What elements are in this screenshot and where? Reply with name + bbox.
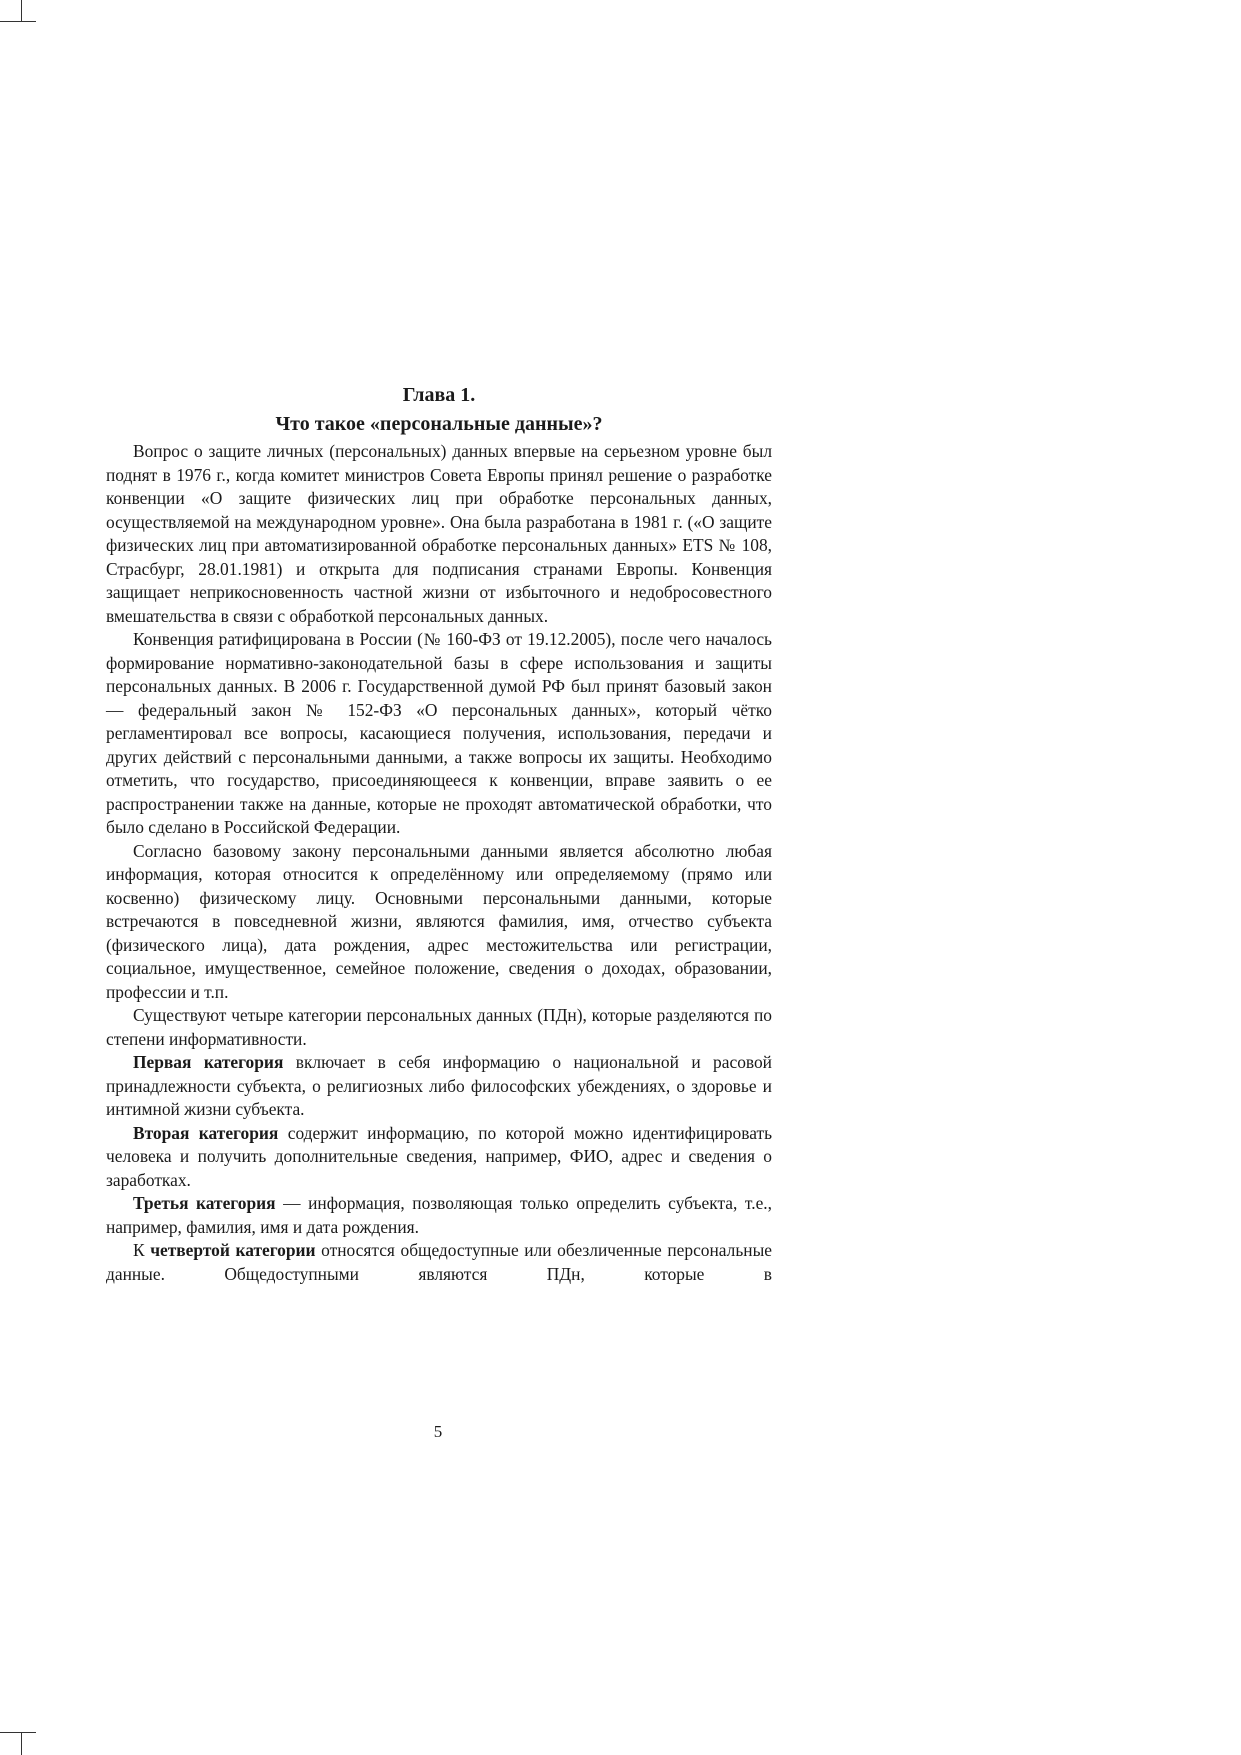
paragraph-category-4: [106, 1239, 772, 1286]
paragraph-text: содержит информацию, по которой можно идентифицировать человека и получить дополнительные сведения, например, ФИО, адрес и сведения о заработках.: [106, 1122, 772, 1190]
paragraph-1: [106, 440, 772, 628]
paragraph-text: относятся общедоступные или обезличенные персональные данные. Общедоступными являются ПДн, которые в: [106, 1240, 772, 1284]
chapter-number: Глава 1.: [402, 384, 476, 406]
crop-mark-bottom-vertical: [21, 1732, 22, 1755]
page-number: 5: [433, 1422, 443, 1441]
paragraph-text: Конвенция ратифицирована в России (№ 160-ФЗ от 19.12.2005), после чего началось формирование нормативно-законодательной базы в сфере использования и защиты персональных данных. В 2006 г. Государственной думой РФ был принят базовый закон — федеральный закон № 152-ФЗ «О персональных данных», который чётко регламентировал все вопросы, касающиеся получения, использования, передачи и других действий с персональными данными, а также вопросы их защиты. Необходимо отметить, что государство, присоединяющееся к конвенции, вправе заявить о ее распространении также на данные, которые не проходят автоматической обработки, что было сделано в Российской Федерации.: [106, 629, 772, 837]
paragraph-category-1: [106, 1051, 772, 1122]
crop-mark-bottom-horizontal: [0, 1732, 36, 1733]
category-term: четвертой категории: [150, 1240, 316, 1260]
page-text-block: [106, 381, 772, 1286]
paragraph-text: Согласно базовому закону персональными данными является абсолютно любая информация, которая относится к определённому или определяемому (прямо или косвенно) физическому лицу. Основными персональными данными, которые встречаются в повседневной жизни, являются фамилия, имя, отчество субъекта (физического лица), дата рождения, адрес местожительства или регистрации, социальное, имущественное, семейное положение, сведения о доходах, образовании, профессии и т.п.: [106, 840, 772, 1002]
paragraph-4: [106, 1004, 772, 1051]
paragraph-2: [106, 628, 772, 840]
paragraph-3: [106, 840, 772, 1005]
chapter-heading: [106, 381, 772, 439]
category-term: Третья категория: [133, 1193, 276, 1213]
chapter-title: Что такое «персональные данные»?: [275, 413, 603, 435]
paragraph-category-2: [106, 1122, 772, 1193]
paragraph-category-3: [106, 1192, 772, 1239]
category-term: Вторая категория: [133, 1122, 279, 1143]
crop-mark-top-vertical: [21, 0, 22, 22]
paragraph-text: Вопрос о защите личных (персональных) данных впервые на серьезном уровне был поднят в 1976 г., когда комитет министров Совета Европы принял решение о разработке конвенции «О защите физических лиц при обработке персональных данных, осуществляемой на международном уровне». Она была разработана в 1981 г. («О защите физических лиц при автоматизированной обработке персональных данных» ETS № 108, Страсбург, 28.01.1981) и открыта для подписания странами Европы. Конвенция защищает неприкосновенность частной жизни от избыточного и недобросовестного вмешательства в связи с обработкой персональных данных.: [106, 441, 772, 626]
category-term: Первая категория: [133, 1052, 284, 1072]
paragraph-prefix: К: [133, 1240, 151, 1260]
paragraph-text: — информация, позволяющая только определить субъекта, т.е., например, фамилия, имя и дата рождения.: [106, 1193, 772, 1237]
paragraph-text: включает в себя информацию о национальной и расовой принадлежности субъекта, о религиозных либо философских убеждениях, о здоровье и интимной жизни субъекта.: [106, 1052, 772, 1119]
crop-mark-top-horizontal: [0, 21, 36, 22]
paragraph-text: Существуют четыре категории персональных данных (ПДн), которые разделяются по степени информативности.: [106, 1005, 772, 1049]
